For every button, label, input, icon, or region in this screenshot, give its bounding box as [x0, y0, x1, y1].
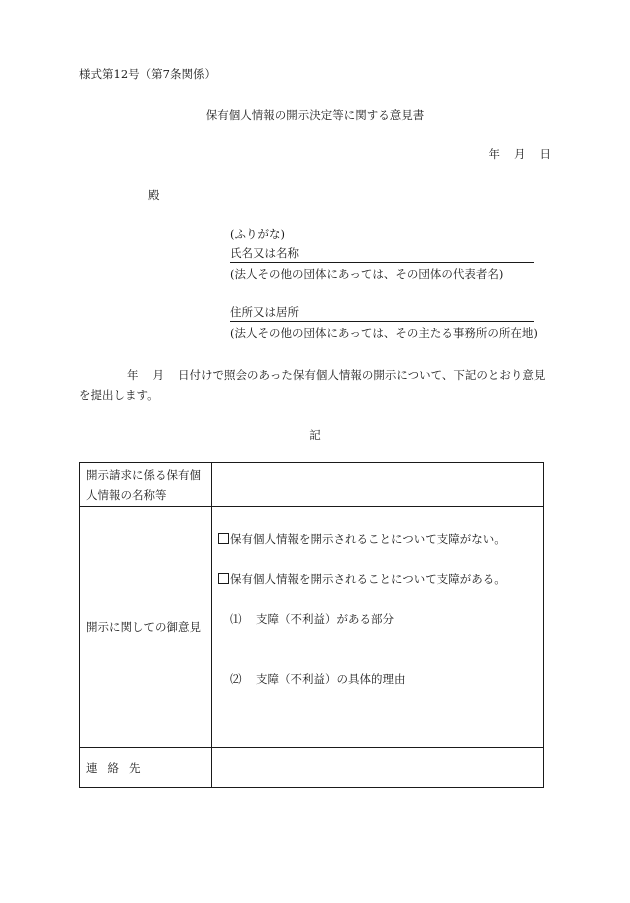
opinion-table	[79, 462, 544, 788]
date-day: 日	[539, 147, 551, 161]
name-field[interactable]	[230, 245, 534, 263]
contact-label-cell	[80, 748, 212, 788]
address-field[interactable]	[230, 304, 534, 322]
checkbox-icon[interactable]	[218, 533, 229, 544]
option-no-issue[interactable]	[218, 531, 506, 547]
sub-item-2-number: ⑵	[230, 672, 242, 686]
document-title: 保有個人情報の開示決定等に関する意見書	[205, 108, 425, 122]
body-month: 月	[152, 368, 164, 382]
date-year: 年	[488, 147, 500, 161]
addressee: 殿	[148, 188, 160, 202]
date-line	[475, 146, 552, 162]
contact-label: 連絡先	[86, 760, 151, 775]
option-has-issue[interactable]	[218, 571, 506, 587]
info-name-label: 開示請求に係る保有個人情報の名称等	[86, 467, 201, 502]
body-text: 日付けで照会のあった保有個人情報の開示について、下記のとおり意見を提出します。	[79, 368, 546, 402]
option-no-issue-label: 保有個人情報を開示されることについて支障がない。	[230, 532, 506, 546]
form-number: 様式第12号（第7条関係）	[79, 67, 216, 81]
sub-item-part	[230, 611, 394, 627]
date-month: 月	[514, 147, 526, 161]
opinion-input-cell	[212, 507, 544, 748]
body-year: 年	[127, 368, 139, 382]
furigana-label: (ふりがな)	[230, 227, 285, 241]
info-name-input-cell[interactable]	[212, 463, 544, 507]
name-label: 氏名又は名称	[230, 246, 299, 260]
contact-input-cell[interactable]	[212, 748, 544, 788]
info-name-label-cell	[80, 463, 212, 507]
table-row	[80, 507, 544, 748]
sub-item-1-number: ⑴	[230, 612, 242, 626]
table-row	[80, 463, 544, 507]
sub-item-2-text: 支障（不利益）の具体的理由	[256, 672, 406, 686]
table-row	[80, 748, 544, 788]
body-paragraph	[79, 365, 553, 405]
ki-heading: 記	[309, 428, 321, 442]
checkbox-icon[interactable]	[218, 573, 229, 584]
opinion-label: 開示に関しての御意見	[86, 620, 201, 634]
sub-item-reason	[230, 671, 406, 687]
address-note: (法人その他の団体にあっては、その主たる事務所の所在地)	[230, 326, 538, 340]
address-label: 住所又は居所	[230, 305, 299, 319]
name-note: (法人その他の団体にあっては、その団体の代表者名)	[230, 267, 504, 281]
option-has-issue-label: 保有個人情報を開示されることについて支障がある。	[230, 572, 506, 586]
opinion-label-cell	[80, 507, 212, 748]
sub-item-1-text: 支障（不利益）がある部分	[256, 612, 394, 626]
